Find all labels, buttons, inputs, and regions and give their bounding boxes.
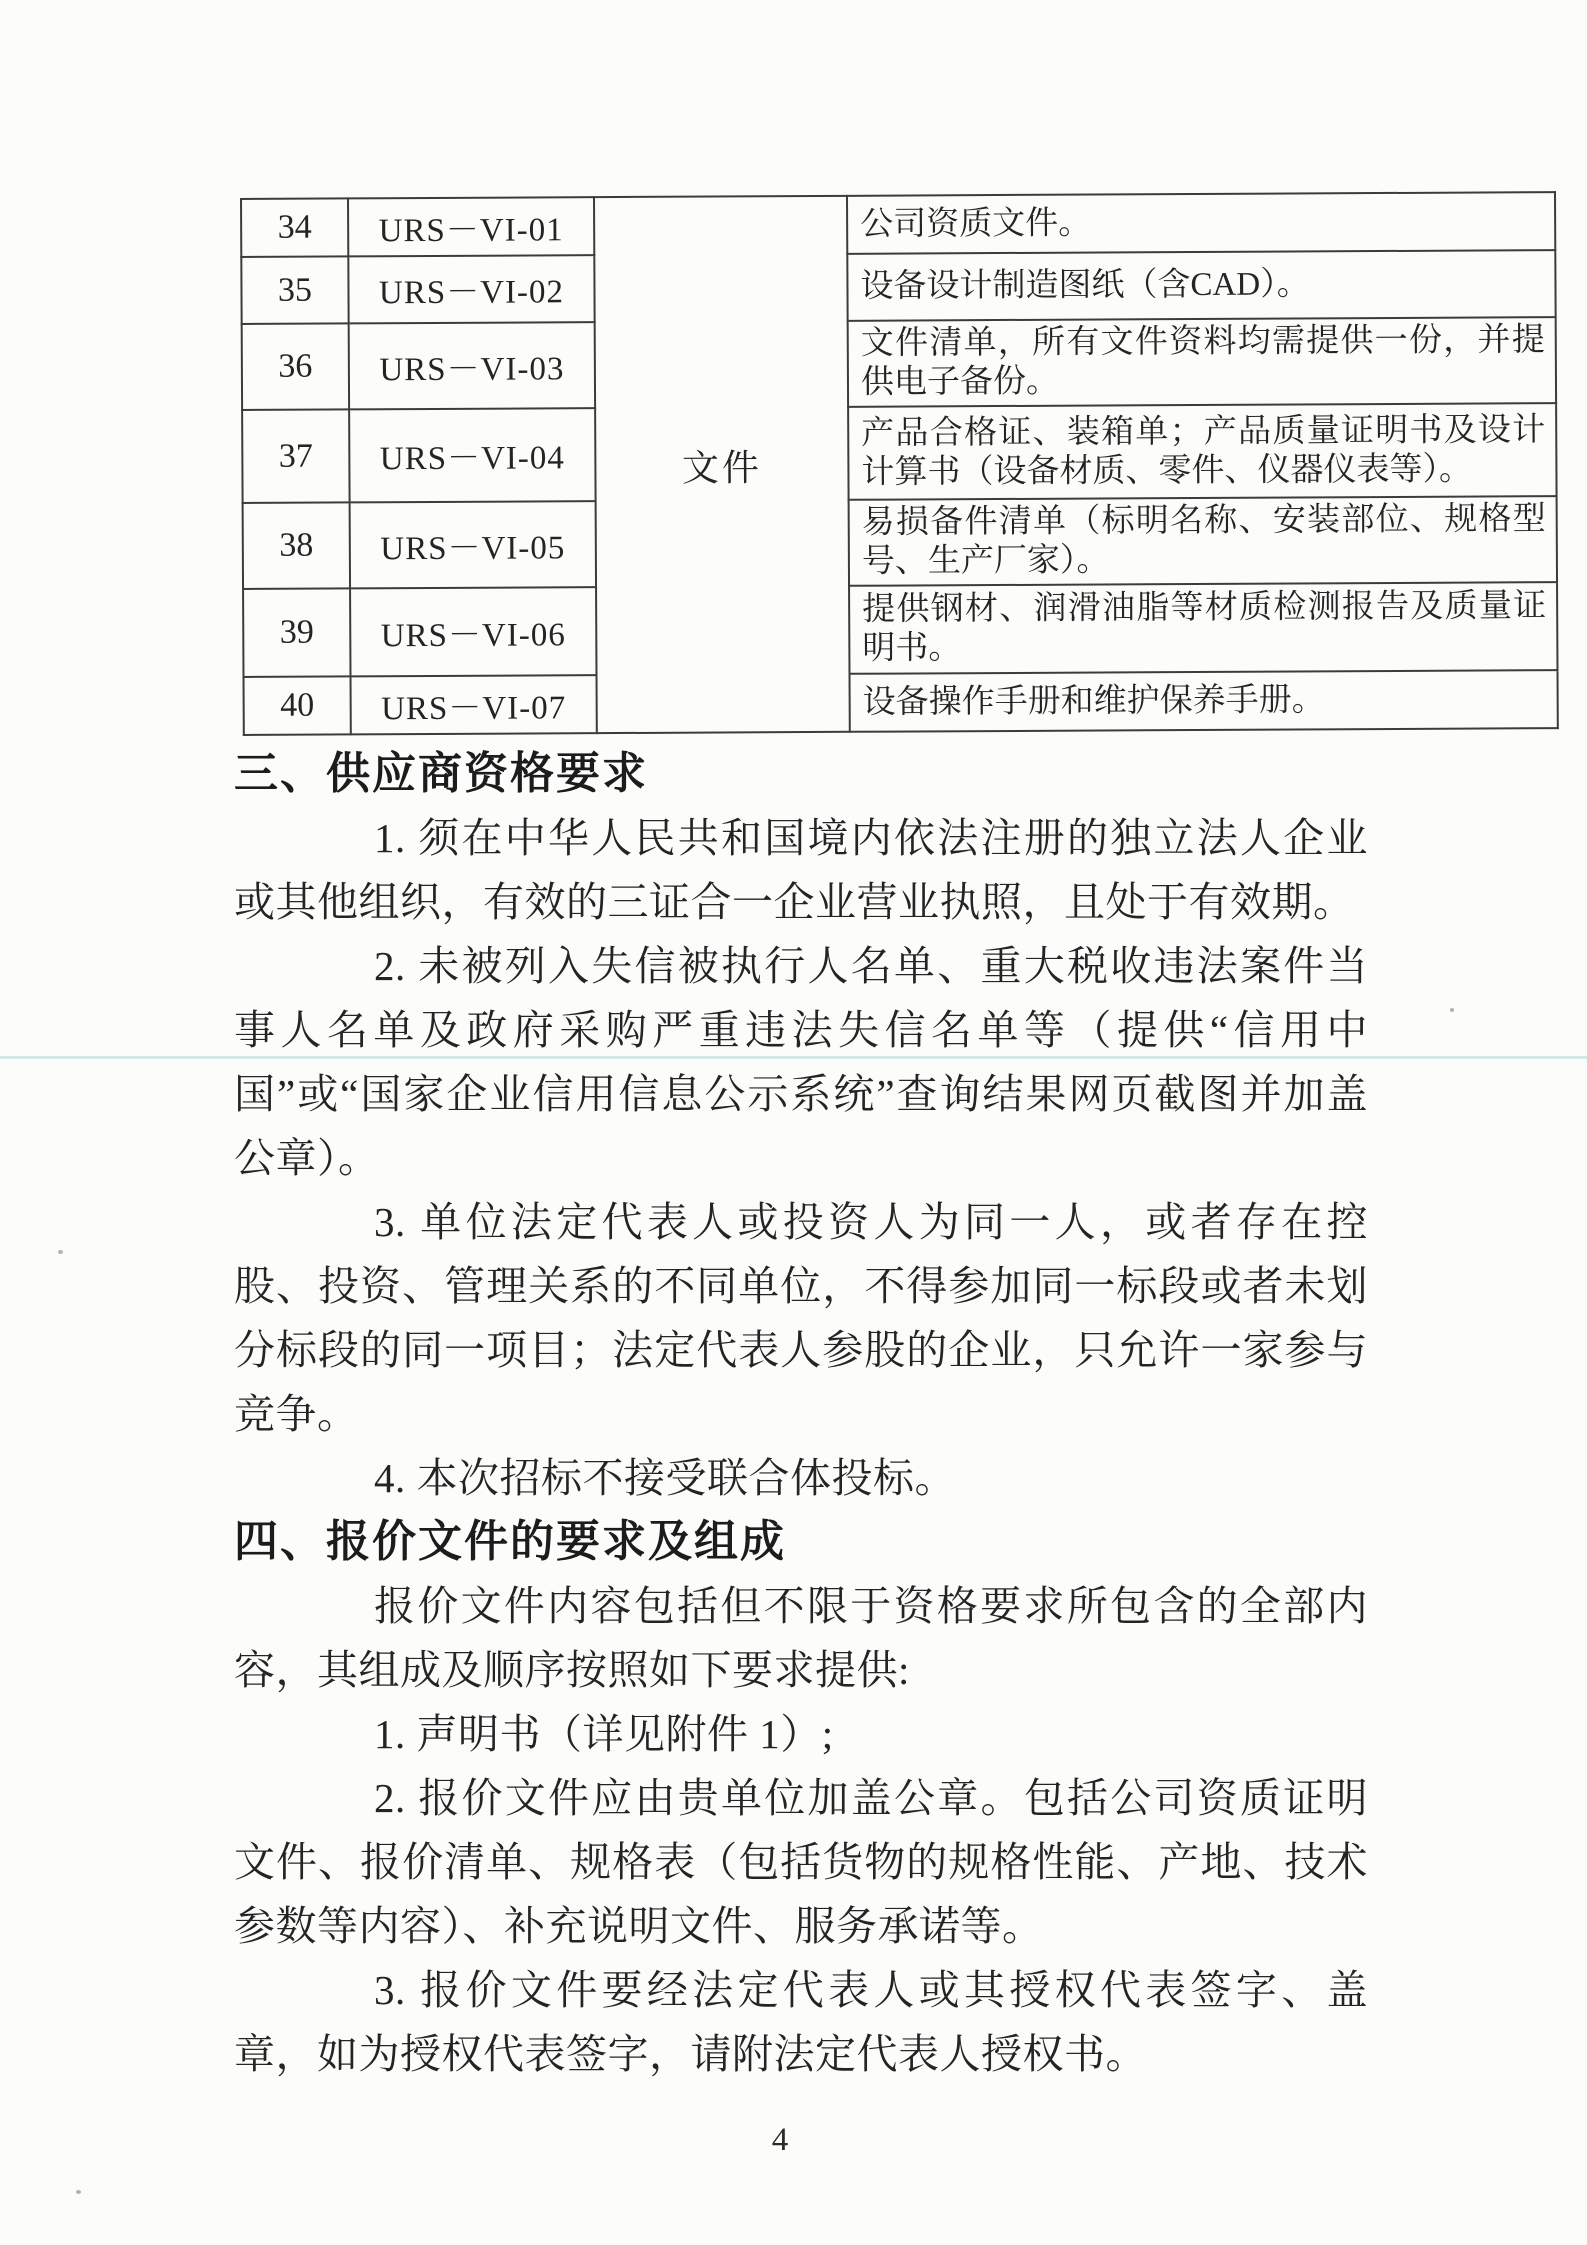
row-description: 设备设计制造图纸（含CAD）。 (847, 250, 1555, 321)
row-description: 提供钢材、润滑油脂等材质检测报告及质量证明书。 (849, 582, 1557, 674)
paragraph: 2. 未被列入失信被执行人名单、重大税收违法案件当事人名单及政府采购严重违法失信名单等（提供“信用中国”或“国家企业信用信息公示系统”查询结果网页截图并加盖公章）。 (234, 943, 1368, 1181)
paragraph: 4. 本次招标不接受联合体投标。 (374, 1455, 956, 1501)
table-row (241, 192, 1555, 257)
urs-code: URS－VI-07 (351, 675, 597, 734)
row-number: 40 (244, 676, 351, 735)
row-description: 设备操作手册和维护保养手册。 (849, 670, 1557, 732)
section-heading-supplier-qualification: 三、供应商资格要求 (234, 749, 648, 798)
paragraph: 报价文件内容包括但不限于资格要求所包含的全部内容，其组成及顺序按照如下要求提供: (234, 1583, 1368, 1693)
table-row (244, 670, 1558, 735)
scan-speck (58, 1250, 63, 1254)
table-row (243, 582, 1557, 677)
page-number: 4 (771, 2122, 789, 2158)
row-description: 产品合格证、装箱单；产品质量证明书及设计计算书（设备材质、零件、仪器仪表等）。 (848, 403, 1556, 500)
requirements-table (240, 191, 1559, 736)
row-number: 37 (242, 409, 349, 503)
section-heading-quotation-documents: 四、报价文件的要求及组成 (234, 1517, 786, 1566)
urs-code: URS－VI-06 (350, 587, 596, 676)
merged-category-cell: 文件 (594, 196, 850, 733)
scan-speck (1450, 1008, 1454, 1012)
row-number: 36 (242, 323, 349, 410)
row-description: 文件清单，所有文件资料均需提供一份，并提供电子备份。 (848, 317, 1556, 407)
urs-code: URS－VI-02 (348, 255, 594, 323)
row-number: 39 (243, 588, 350, 677)
table-row (242, 317, 1556, 410)
table-row (243, 496, 1557, 589)
table-row (242, 403, 1556, 503)
row-description: 公司资质文件。 (847, 192, 1555, 254)
scan-artifact-line (0, 1056, 1587, 1059)
row-number: 35 (241, 256, 348, 324)
row-number: 34 (241, 198, 348, 257)
urs-code: URS－VI-04 (349, 408, 595, 502)
table-row (241, 250, 1555, 324)
scan-speck (76, 2190, 81, 2194)
paragraph: 1. 声明书（详见附件 1）; (374, 1711, 834, 1757)
paragraph: 3. 单位法定代表人或投资人为同一人，或者存在控股、投资、管理关系的不同单位，不得参加同一标段或者未划分标段的同一项目；法定代表人参股的企业，只允许一家参与竞争。 (234, 1199, 1368, 1437)
urs-code: URS－VI-05 (350, 501, 596, 588)
body-text (234, 742, 1368, 2086)
urs-code: URS－VI-01 (348, 197, 594, 256)
row-number: 38 (243, 502, 350, 589)
urs-code: URS－VI-03 (349, 322, 595, 409)
paragraph: 2. 报价文件应由贵单位加盖公章。包括公司资质证明文件、报价清单、规格表（包括货物的规格性能、产地、技术参数等内容）、补充说明文件、服务承诺等。 (234, 1775, 1368, 1949)
paragraph: 1. 须在中华人民共和国境内依法注册的独立法人企业或其他组织，有效的三证合一企业营业执照，且处于有效期。 (234, 815, 1368, 925)
paragraph: 3. 报价文件要经法定代表人或其授权代表签字、盖章，如为授权代表签字，请附法定代表人授权书。 (234, 1967, 1368, 2077)
row-description: 易损备件清单（标明名称、安装部位、规格型号、生产厂家）。 (849, 496, 1557, 586)
